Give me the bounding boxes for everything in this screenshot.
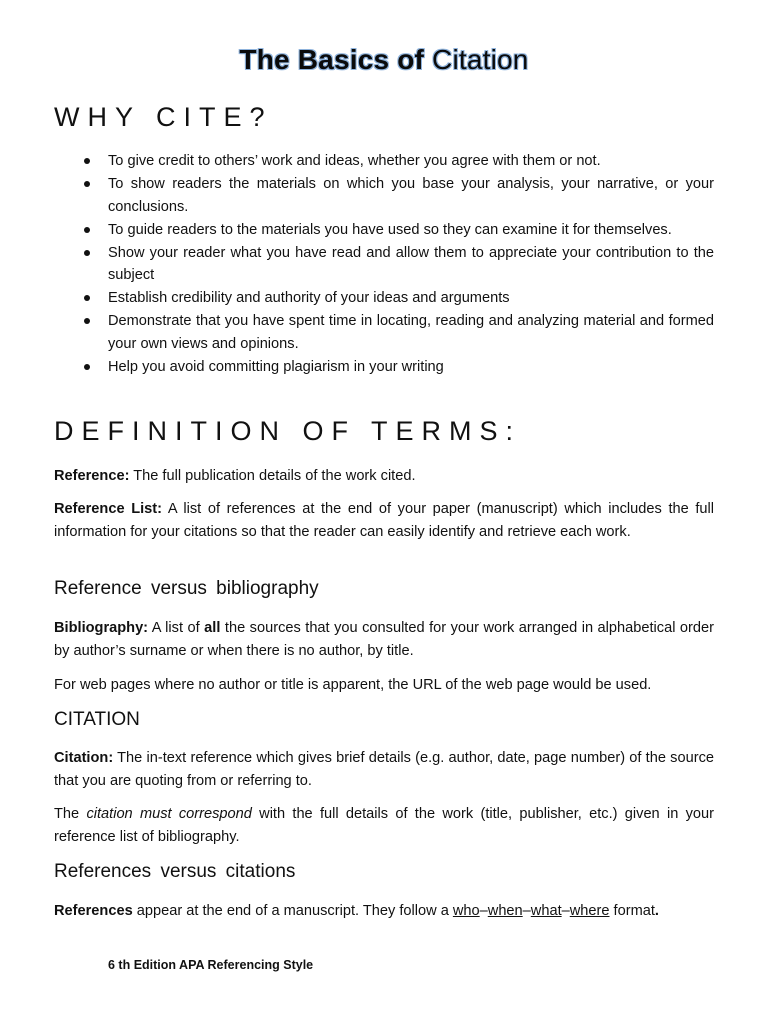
reference-definition: Reference: The full publication details of the work cited. — [54, 468, 416, 484]
bullet-icon — [84, 158, 90, 164]
bibliography-definition: Bibliography: A list of all the sources that you consulted for your work arranged in alphabetical order by author’s surname or when there is no author, by title. — [54, 620, 715, 659]
references-label: References — [54, 903, 133, 919]
page-footer: 6 th Edition APA Referencing Style — [108, 958, 314, 972]
citation-correspond-note: The citation must correspond with the full details of the work (title, publisher, etc.) given in your reference list of bibliography. — [54, 806, 714, 845]
bullet-icon — [84, 250, 90, 256]
why-cite-list — [54, 150, 714, 379]
list-item: Help you avoid committing plagiarism in your writing — [54, 356, 714, 379]
citation-heading: CITATION — [54, 709, 140, 730]
title-part1: The Basics of — [239, 44, 425, 75]
page-title — [0, 44, 768, 76]
bullet-icon — [84, 318, 90, 324]
citation-definition: Citation: The in-text reference which gives brief details (e.g. author, date, page number) of the source that you are quoting from or referring to. — [54, 750, 714, 789]
ref-vs-bib-heading: Reference versus bibliography — [54, 578, 319, 599]
list-item: Show your reader what you have read and allow them to appreciate your contribution to the subject — [54, 242, 714, 287]
references-note: References appear at the end of a manuscript. They follow a who–when–what–where format. — [54, 903, 659, 919]
bullet-icon — [84, 181, 90, 187]
reference-label: Reference: — [54, 468, 130, 484]
reference-list-definition: Reference List: A list of references at the end of your paper (manuscript) which includes the full information for your citations so that the reader can easily identify and retrieve each work. — [54, 501, 715, 540]
reference-list-label: Reference List: — [54, 501, 163, 517]
citation-label: Citation: — [54, 750, 114, 766]
list-item: To show readers the materials on which you base your analysis, your narrative, or your conclusions. — [54, 173, 714, 218]
bullet-icon — [84, 364, 90, 370]
title-part2: Citation — [432, 44, 529, 75]
list-item: To guide readers to the materials you have used so they can examine it for themselves. — [54, 219, 714, 242]
bibliography-label: Bibliography: — [54, 620, 149, 636]
list-item: To give credit to others’ work and ideas, whether you agree with them or not. — [54, 150, 714, 173]
refs-vs-citations-heading: References versus citations — [54, 861, 296, 882]
bullet-icon — [84, 295, 90, 301]
list-item: Demonstrate that you have spent time in locating, reading and analyzing material and formed your own views and opinions. — [54, 310, 714, 355]
web-pages-note: For web pages where no author or title is apparent, the URL of the web page would be used. — [54, 677, 652, 693]
list-item: Establish credibility and authority of your ideas and arguments — [54, 287, 714, 310]
definitions-heading: DEFINITION OF TERMS: — [54, 416, 522, 446]
why-cite-heading: WHY CITE? — [54, 102, 273, 132]
bullet-icon — [84, 227, 90, 233]
